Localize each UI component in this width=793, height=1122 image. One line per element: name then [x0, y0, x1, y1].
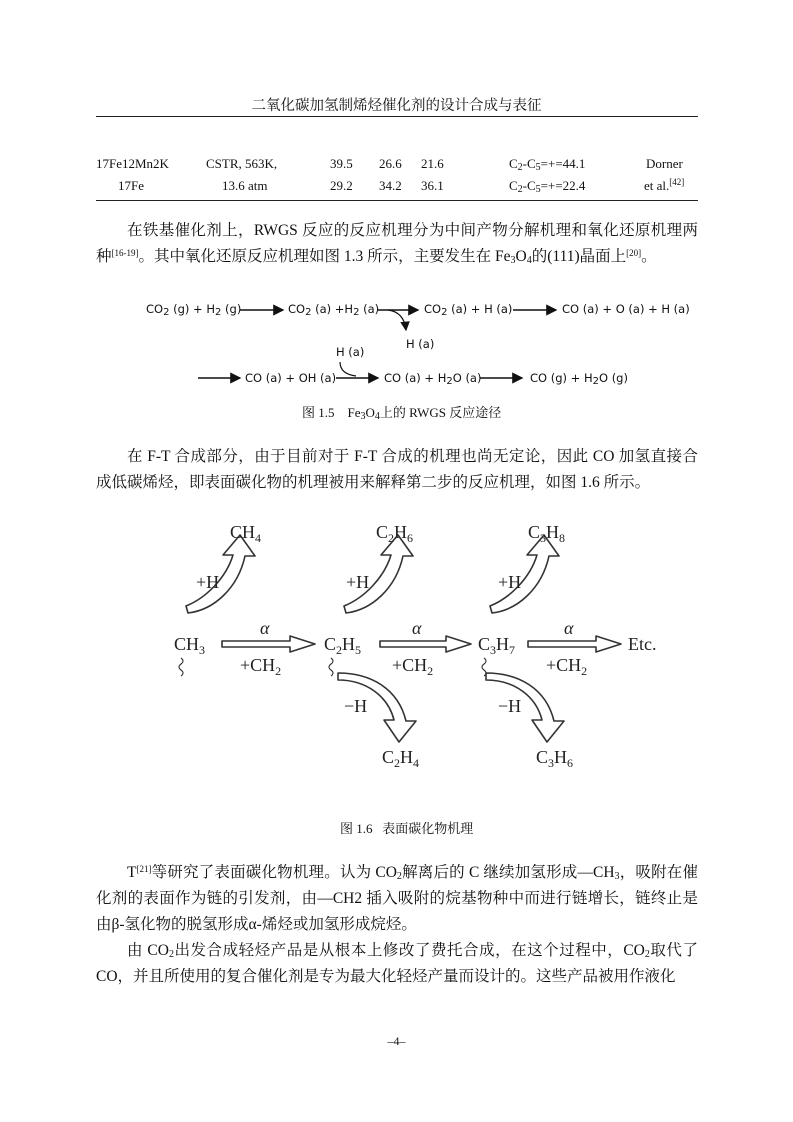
straight-arrow: [528, 636, 621, 652]
cell-conditions: CSTR, 563K,: [206, 156, 278, 171]
chain-c2h5: $C_2H_5$: [324, 634, 362, 657]
citation: [21]: [136, 864, 152, 874]
cell-olefins: $C_2-C_5=+=22.4$: [509, 178, 586, 195]
alpha-label: α: [412, 618, 422, 638]
species-h-branch: H (a): [406, 337, 435, 351]
straight-arrow: [380, 636, 471, 652]
figure-1-5-caption: 图 1.5 $Fe_3O_4$上的 RWGS 反应途径: [302, 405, 502, 422]
species-co2-h-ads: $CO_2$ (a) + H (a): [424, 302, 513, 318]
figure-1-6-diagram: [0, 510, 793, 780]
species-co-o-h-ads: CO (a) + O (a) + H (a): [562, 302, 690, 316]
cell-catalyst: 17Fe: [118, 178, 144, 193]
cell-olefins: $C_2-C_5=+=44.1$: [509, 156, 586, 173]
minus-h-label: −H: [344, 696, 368, 716]
citation: [16-19]: [111, 248, 139, 258]
page-number: –4–: [387, 1034, 406, 1048]
minus-h-label: −H: [498, 696, 522, 716]
cell-ref: et al.[42]: [644, 177, 685, 193]
ch2-label: $+CH_2$: [240, 655, 282, 678]
chain-etc: Etc.: [628, 634, 657, 654]
paragraph-ft: 在 F-T 合成部分，由于目前对于 F-T 合成的机理也尚无定论，因此 CO 加氢直接合成低碳烯烃，即表面碳化物的机理被用来解释第二步的反应机理，如图 1.6 所示。: [96, 448, 698, 491]
product-c2h6: $C_2H_6$: [376, 522, 414, 545]
alpha-label: α: [564, 618, 574, 638]
running-header: 二氧化碳加氢制烯烃催化剂的设计合成与表征: [251, 98, 542, 114]
species-co-h2o-gas: CO $(g) + H_2O$ (g): [530, 371, 628, 387]
plus-h-label: +H: [346, 572, 370, 592]
ch2-label: $+CH_2$: [392, 655, 434, 678]
product-c2h4: $C_2H_4$: [382, 747, 420, 770]
cell-value: 36.1: [421, 178, 444, 193]
ch2-label: $+CH_2$: [546, 655, 588, 678]
chain-ch3: $CH_3$: [174, 634, 206, 657]
cell-value: 39.5: [330, 156, 353, 171]
species-co2-h2-gas: $CO_2$ $(g) + H_2$ (g): [146, 302, 242, 318]
cell-conditions: 13.6 atm: [222, 178, 268, 193]
species-co2-h2-ads: $CO_2$ $(a) +H_2$ (a): [288, 302, 380, 318]
citation: [20]: [626, 248, 642, 258]
paragraph-light-hydrocarbons: 由 $CO_2$出发合成轻烃产品是从根本上修改了费托合成，在这个过程中，$CO_2$取代了 CO，并且所使用的复合催化剂是专为最大化轻烃产量而设计的。这些产品被用作液化: [96, 942, 698, 985]
product-c3h6: $C_3H_6$: [536, 747, 574, 770]
straight-arrow: [222, 636, 315, 652]
figure-1-6-caption: 图 1.6 表面碳化物机理: [340, 821, 474, 836]
chain-c3h7: $C_3H_7$: [478, 634, 516, 657]
alpha-label: α: [260, 618, 270, 638]
surface-bond: [329, 658, 333, 676]
cell-catalyst: 17Fe12Mn2K: [96, 156, 169, 171]
cell-value: 26.6: [379, 156, 402, 171]
cell-value: 21.6: [421, 156, 444, 171]
plus-h-label: +H: [498, 572, 522, 592]
figure-1-5-arrows: [0, 0, 793, 420]
plus-h-label: +H: [196, 572, 220, 592]
product-c3h8: $C_3H_8$: [528, 522, 566, 545]
species-co-oh-ads: CO (a) + OH (a): [245, 371, 337, 385]
cell-value: 34.2: [379, 178, 402, 193]
product-ch4: $CH_4$: [230, 522, 262, 545]
cell-value: 29.2: [330, 178, 353, 193]
paragraph-carbide: T[21]等研究了表面碳化物机理。认为 $CO_2$解离后的 C 继续加氢形成$—CH_3$，吸附在催化剂的表面作为链的引发剂，由—CH2 插入吸附的烷基物种中而进行链增长，链终止是由β-氢化物的脱氢形成α-烯烃或加氢形成烷烃。: [96, 864, 698, 933]
surface-bond: [179, 658, 183, 676]
paragraph-rwgs: 在铁基催化剂上，RWGS 反应的反应机理分为中间产物分解机理和氧化还原机理两种[16-19]。其中氧化还原反应机理如图 1.3 所示，主要发生在 $Fe_3O_4$的(111)晶面上[20]。: [96, 222, 698, 266]
cell-ref: Dorner: [646, 156, 683, 171]
species-h-added: H (a): [336, 345, 365, 359]
species-co-h2o-ads: CO $(a) + H_2O$ (a): [384, 371, 482, 387]
